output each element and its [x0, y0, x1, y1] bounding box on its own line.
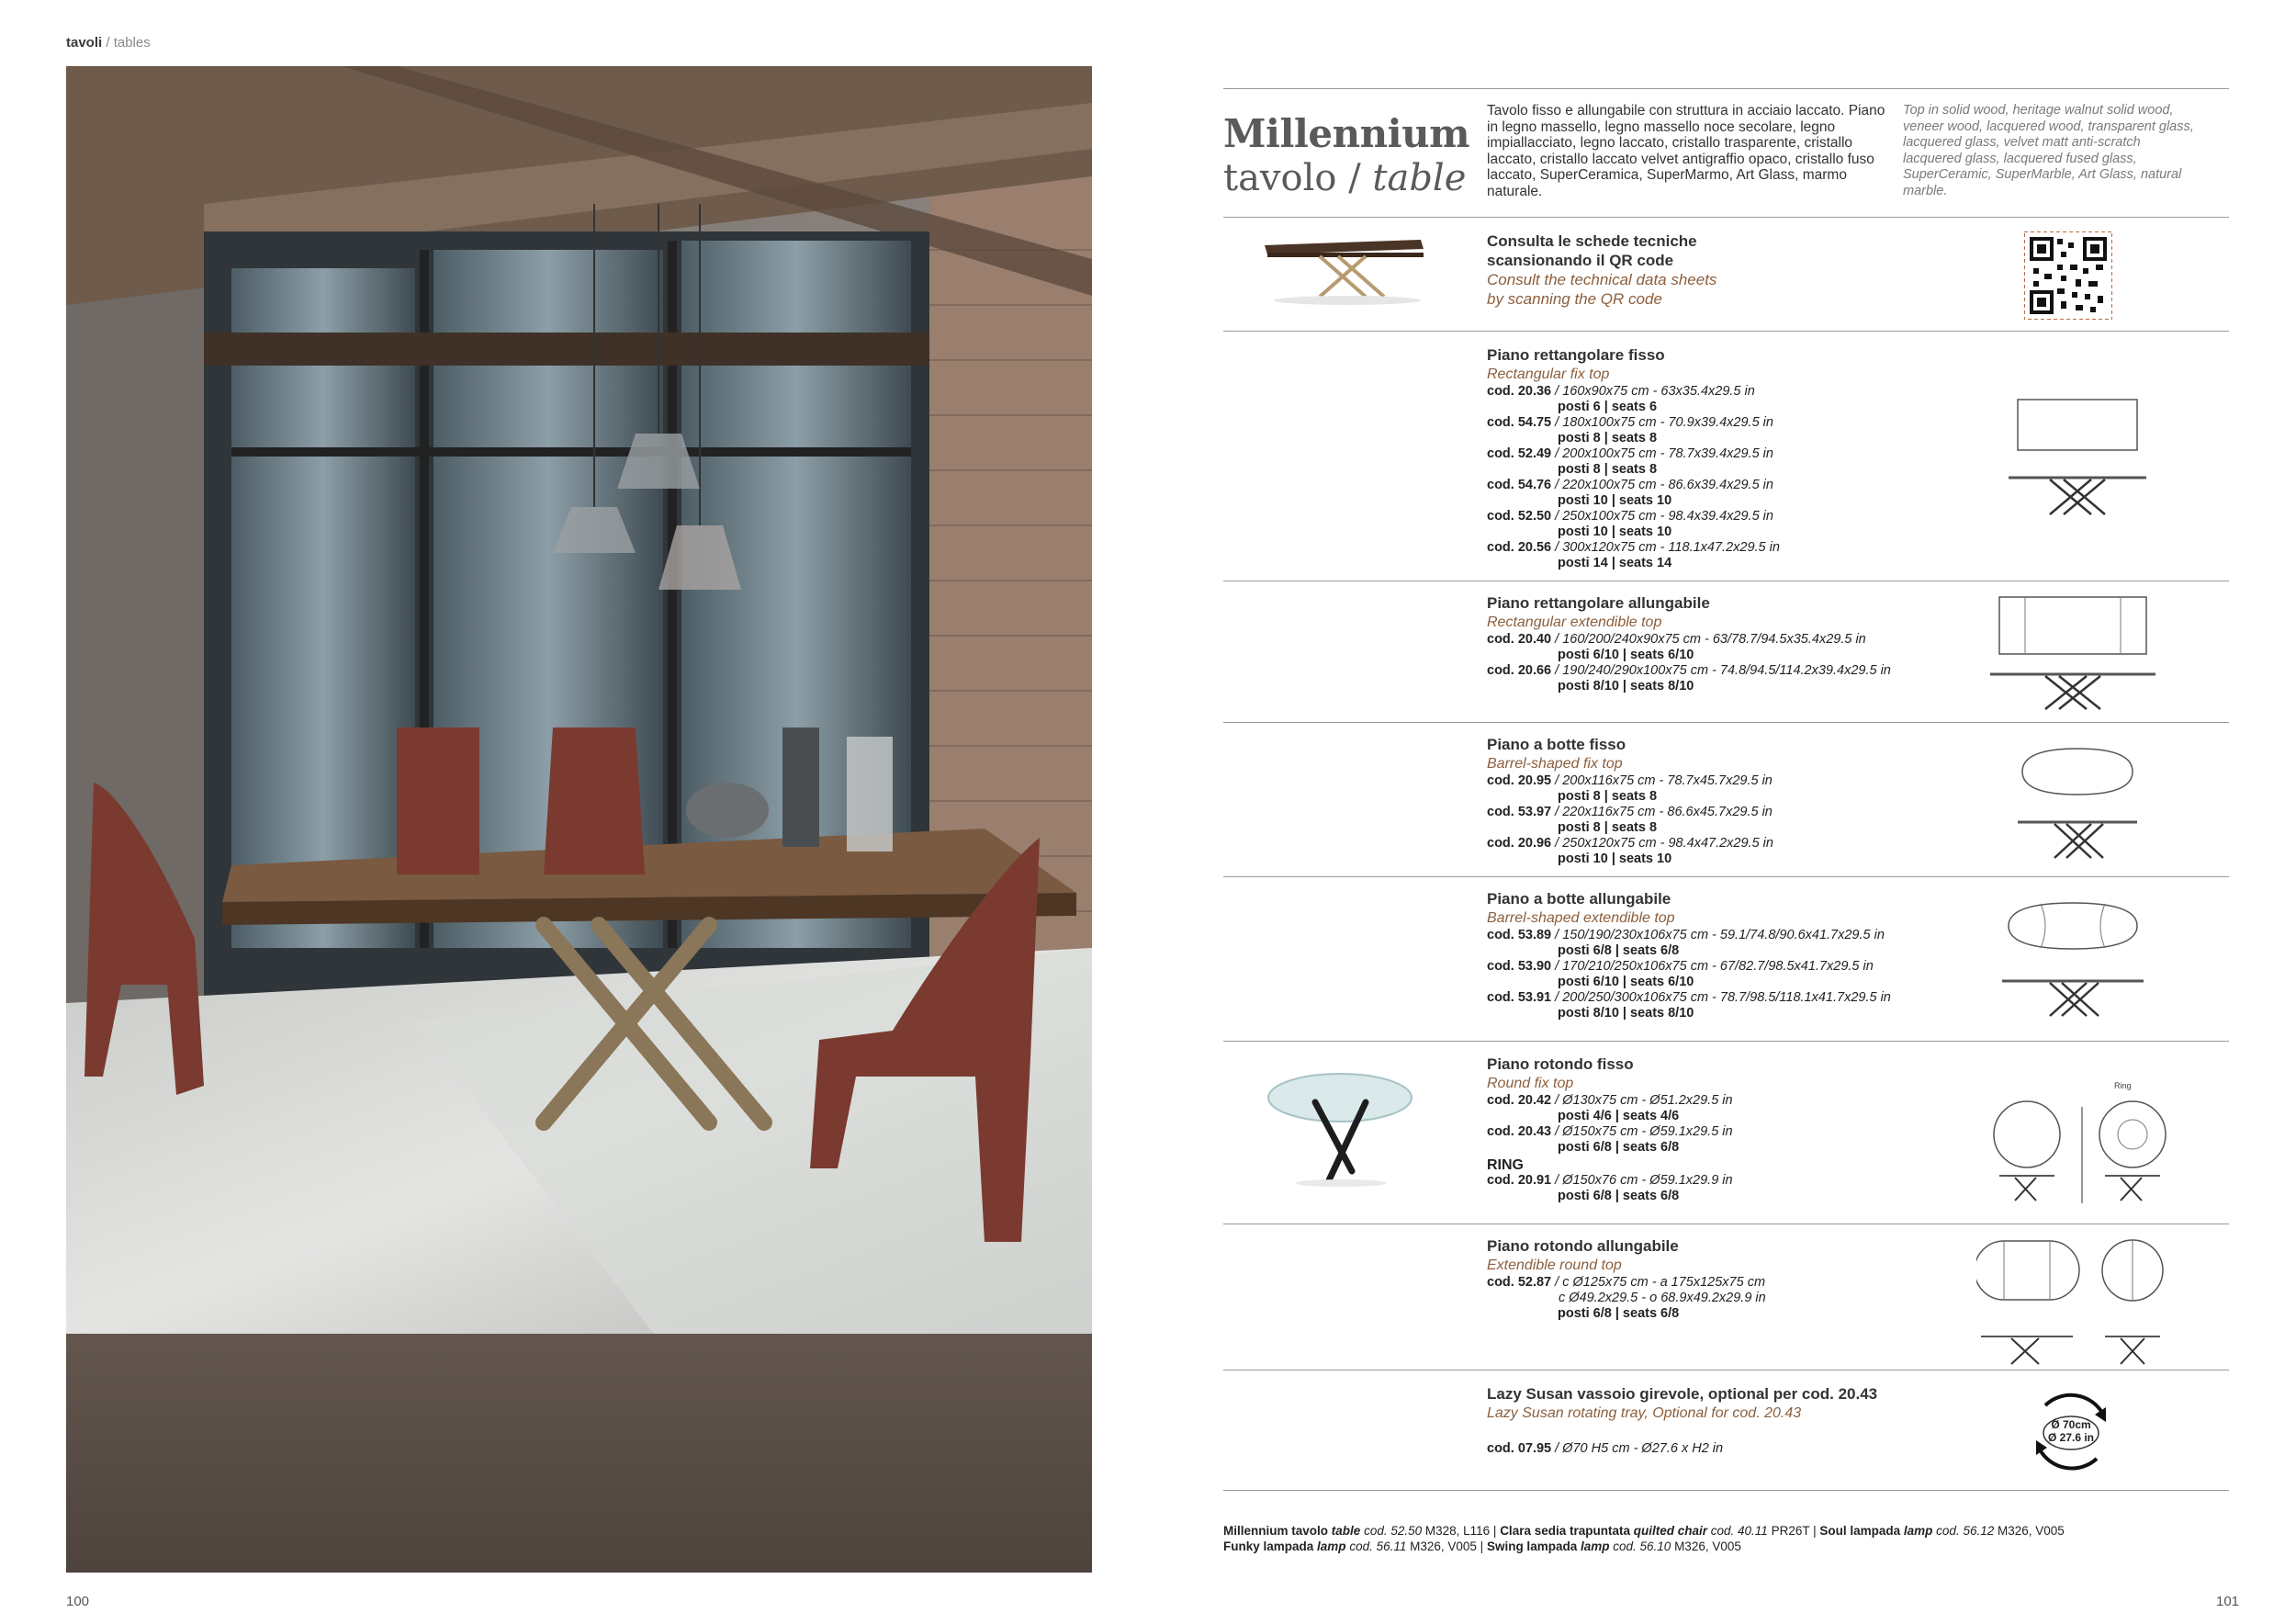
footer-run: M326, V005: [1671, 1539, 1741, 1553]
top-rule: [1223, 88, 2229, 89]
rule: [1223, 1041, 2229, 1042]
rule: [1223, 722, 2229, 723]
right-page: [1223, 0, 2229, 1624]
footer-run: Swing lampada: [1486, 1539, 1578, 1553]
description-english: Top in solid wood, heritage walnut solid wood, veneer wood, lacquered wood, transparent glass, lacquered glass, velvet matt anti-scratch lacquered glass, lacquered fused glass, SuperCeramic, SuperMarble, Art Glass, natural marble.: [1903, 103, 2194, 198]
round-fix-drawing: [1986, 1070, 2178, 1208]
section-lazy-susan: Lazy Susan vassoio girevole, optional per cod. 20.43 Lazy Susan rotating tray, Optional for cod. 20.43 cod. 07.95 / Ø70 H5 cm - Ø27.6 x H2 in: [1487, 1385, 1878, 1456]
footer-run: lamp: [1903, 1524, 1933, 1538]
section-rectangular-fix: Piano rettangolare fisso Rectangular fix top cod. 20.36 / 160x90x75 cm - 63x35.4x29.5 in posti 6 | seats 6 cod. 54.75 / 180x100x75 cm - 70.9x39.4x29.5 in posti 8 | seats 8 cod. 52.49 / 200x100x75 cm - 78.7x39.4x29.5 in posti 8 | seats 8 cod. 54.76 / 220x100x75 cm - 86.6x39.4x29.5 in posti 10 | seats 10 cod. 52.50 / 250x100x75 cm - 98.4x39.4x29.5 in posti 10 | seats 10 cod. 20.56 / 300x120x75 cm - 118.1x47.2x29.5 in posti 14 | seats 14: [1487, 346, 1780, 570]
footer-run: M328, L116 |: [1422, 1524, 1501, 1538]
footer-run: M326, V005 |: [1406, 1539, 1487, 1553]
rule: [1223, 217, 2229, 218]
page-number-right: 101: [2216, 1594, 2240, 1609]
footer-run: cod. 56.11: [1345, 1539, 1407, 1553]
rule: [1223, 331, 2229, 332]
qr-code-icon[interactable]: [2024, 231, 2112, 320]
rectangular-extendible-drawing: [1986, 595, 2160, 715]
footer-run: lamp: [1580, 1539, 1610, 1553]
footer-run: Millennium: [1223, 1524, 1289, 1538]
footer-run: cod. 56.10: [1609, 1539, 1671, 1553]
footer-run: PR26T |: [1767, 1524, 1820, 1538]
rectangular-fix-drawing: [2009, 395, 2146, 524]
footer-run: cod. 40.11: [1707, 1524, 1768, 1538]
round-table-photo: [1260, 1066, 1421, 1190]
hero-photo: [66, 66, 1092, 1573]
product-subtitle: tavolo / table: [1223, 157, 1467, 199]
barrel-fix-drawing: [2013, 744, 2142, 863]
qr-caption: Consulta le schede tecniche scansionando il QR code Consult the technical data sheets by scanning the QR code: [1487, 232, 1717, 308]
breadcrumb: tavoli / tables: [66, 35, 151, 51]
round-extendible-drawing: [1976, 1235, 2183, 1369]
section-barrel-extendible: Piano a botte allungabile Barrel-shaped extendible top cod. 53.89 / 150/190/230x106x75 cm - 59.1/74.8/90.6x41.7x29.5 in posti 6/8 | seats 6/8 cod. 53.90 / 170/210/250x106x75 cm - 67/82.7/98.5x41.7x29.5 in posti 6/10 | seats 6/10 cod. 53.91 / 200/250/300x106x75 cm - 78.7/98.5/118.1x41.7x29.5 in posti 8/10 | seats 8/10: [1487, 890, 1891, 1021]
section-barrel-fix: Piano a botte fisso Barrel-shaped fix top cod. 20.95 / 200x116x75 cm - 78.7x45.7x29.5 in posti 8 | seats 8 cod. 53.97 / 220x116x75 cm - 86.6x45.7x29.5 in posti 8 | seats 8 cod. 20.96 / 250x120x75 cm - 98.4x47.2x29.5 in posti 10 | seats 10: [1487, 736, 1773, 866]
table-product-icon: [1260, 234, 1425, 308]
footer-credits: [1223, 1523, 2229, 1554]
rule: [1223, 876, 2229, 877]
footer-run: table: [1331, 1524, 1361, 1538]
footer-run: quilted chair: [1633, 1524, 1708, 1538]
footer-run: cod. 56.12: [1932, 1524, 1995, 1538]
rule: [1223, 1490, 2229, 1491]
footer-run: cod. 52.50: [1360, 1524, 1423, 1538]
badge-in: Ø 27.6 in: [2047, 1431, 2095, 1444]
footer-line-2: [1223, 1539, 2229, 1554]
product-name: Millennium: [1223, 111, 1470, 156]
footer-run: tavolo: [1291, 1524, 1329, 1538]
section-round-fix: Piano rotondo fisso Round fix top cod. 20.42 / Ø130x75 cm - Ø51.2x29.5 in posti 4/6 | seats 4/6 cod. 20.43 / Ø150x75 cm - Ø59.1x29.5 in posti 6/8 | seats 6/8 RING cod. 20.91 / Ø150x76 cm - Ø59.1x29.9 in posti 6/8 | seats 6/8: [1487, 1055, 1733, 1203]
section-rectangular-extendible: Piano rettangolare allungabile Rectangular extendible top cod. 20.40 / 160/200/240x90x75 cm - 63/78.7/94.5x35.4x29.5 in posti 6/10 | seats 6/10 cod. 20.66 / 190/240/290x100x75 cm - 74.8/94.5/114.2x39.4x29.5 in posti 8/10 | seats 8/10: [1487, 594, 1891, 694]
page-number-left: 100: [66, 1594, 90, 1609]
footer-line-1: [1223, 1523, 2229, 1539]
footer-run: lamp: [1317, 1539, 1346, 1553]
lazy-susan-badge: [2027, 1387, 2115, 1475]
description-italian: Tavolo fisso e allungabile con struttura in acciaio laccato. Piano in legno massello, legno massello noce secolare, legno impiallacciato, legno laccato, cristallo trasparente, cristallo laccato, cristallo laccato velvet antigraffio opaco, cristallo fuso laccato, SuperCeramica, SuperMarmo, Art Glass, marmo naturale.: [1487, 103, 1885, 199]
footer-run: Soul lampada: [1819, 1524, 1901, 1538]
product-title: [1223, 112, 1469, 200]
section-round-extendible: Piano rotondo allungabile Extendible round top cod. 52.87 / c Ø125x75 cm - a 175x125x75 cm c Ø49.2x29.5 - o 68.9x49.2x29.9 in posti 6/8 | seats 6/8: [1487, 1237, 1766, 1321]
badge-cm: Ø 70cm: [2051, 1418, 2091, 1431]
footer-run: M326, V005: [1994, 1524, 2065, 1538]
barrel-extendible-drawing: [1999, 898, 2146, 1022]
footer-run: Funky lampada: [1223, 1539, 1314, 1553]
footer-run: Clara sedia trapuntata: [1500, 1524, 1630, 1538]
ring-label: Ring: [2114, 1081, 2132, 1090]
